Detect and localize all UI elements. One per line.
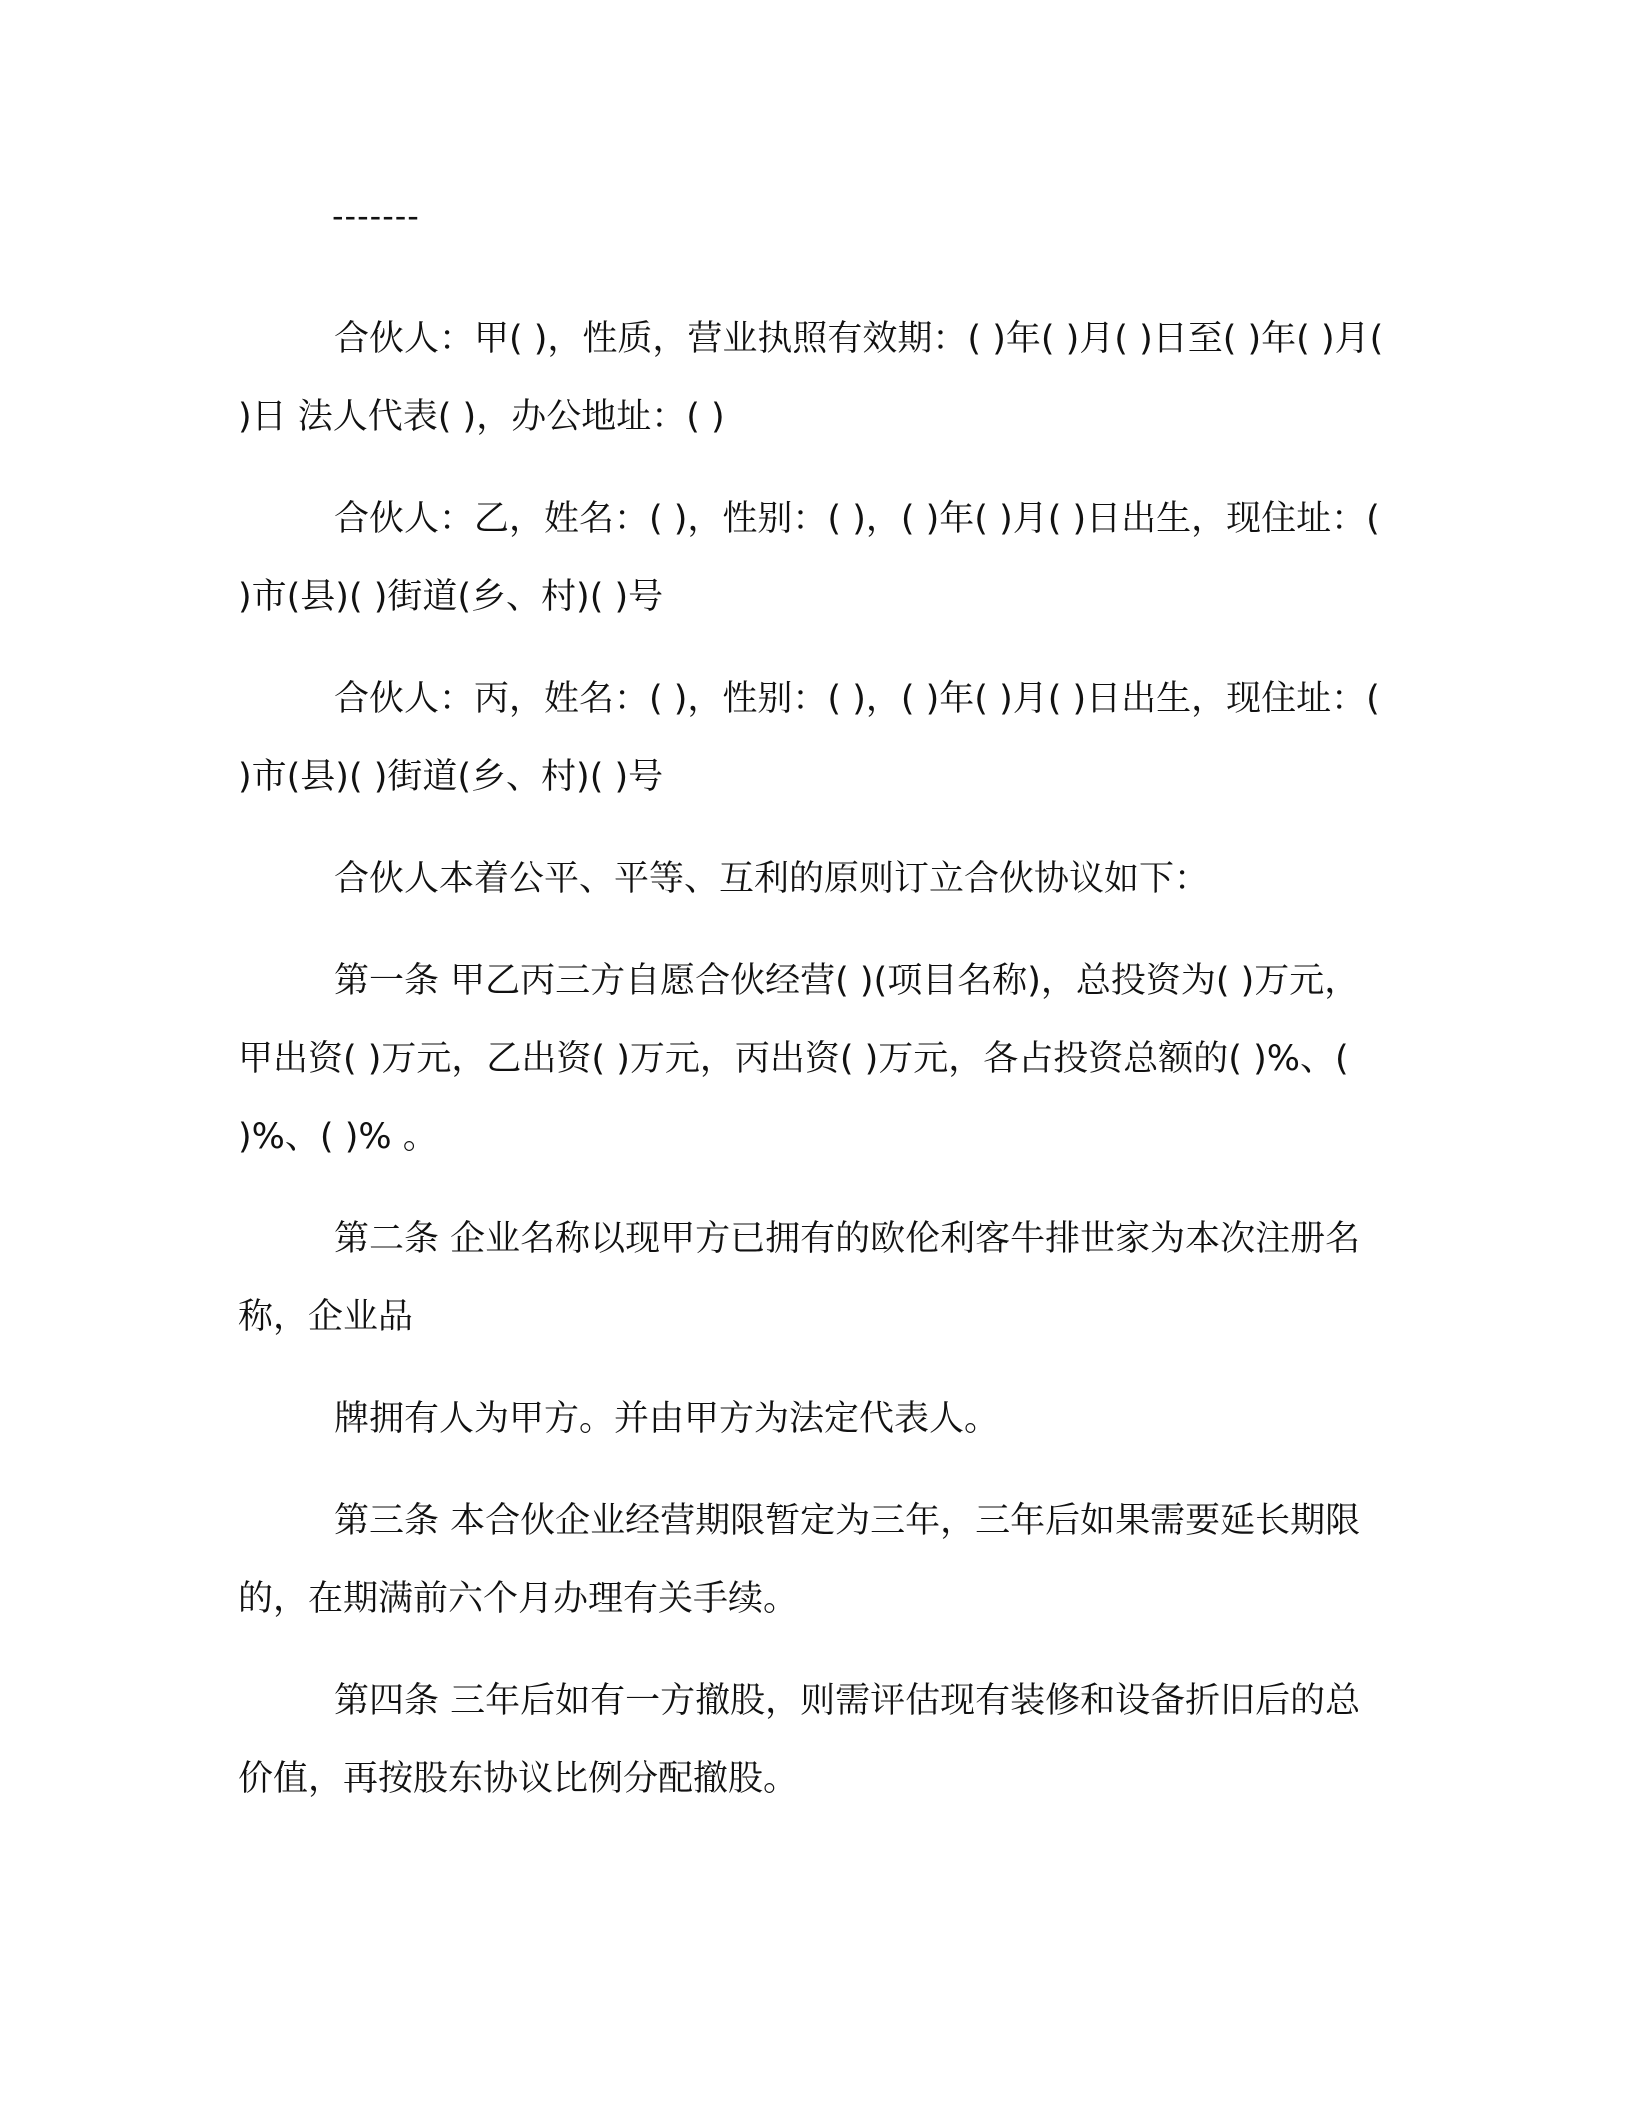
separator-line: -------	[332, 197, 420, 235]
paragraph-article-2: 第二条 企业名称以现甲方已拥有的欧伦利客牛排世家为本次注册名称，企业品	[238, 1219, 1361, 1337]
paragraph-article-4: 第四条 三年后如有一方撤股，则需评估现有装修和设备折旧后的总价值，再按股东协议比例分配撤股。	[238, 1681, 1361, 1799]
paragraph-partner-b: 合伙人：乙，姓名：( )，性别：( )，( )年( )月( )日出生，现住址：( )市(县)( )街道(乡、村)( )号	[238, 499, 1380, 617]
paragraph-preamble: 合伙人本着公平、平等、互利的原则订立合伙协议如下：	[334, 859, 1210, 899]
paragraph-partner-a: 合伙人：甲( )，性质，营业执照有效期：( )年( )月( )日至( )年( )月( )日 法人代表( )，办公地址：( )	[238, 319, 1384, 437]
paragraph-article-2-continued: 牌拥有人为甲方。并由甲方为法定代表人。	[334, 1399, 1000, 1439]
paragraph-partner-c: 合伙人：丙，姓名：( )，性别：( )，( )年( )月( )日出生，现住址：( )市(县)( )街道(乡、村)( )号	[238, 679, 1380, 797]
document-body	[238, 196, 1384, 1842]
paragraph-article-1: 第一条 甲乙丙三方自愿合伙经营( )(项目名称)，总投资为( )万元，甲出资( )万元，乙出资( )万元，丙出资( )万元，各占投资总额的( )%、( )%、( )% 。	[238, 961, 1360, 1157]
paragraph-article-3: 第三条 本合伙企业经营期限暂定为三年，三年后如果需要延长期限的，在期满前六个月办理有关手续。	[238, 1501, 1361, 1619]
